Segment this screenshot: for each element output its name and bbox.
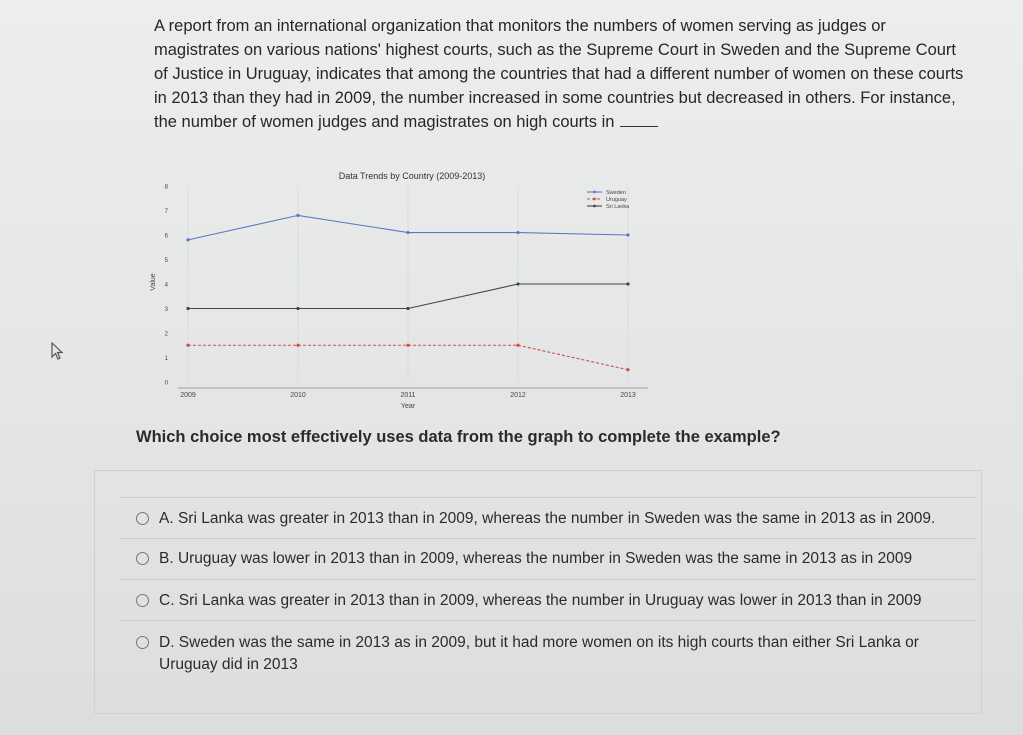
- divider: [120, 497, 976, 498]
- y-tick-label: 4: [164, 282, 168, 289]
- option-d-label: D. Sweden was the same in 2013 as in 2009, but it had more women on its high courts than either Sri Lanka or Uruguay did in 2013: [159, 634, 919, 673]
- option-a-label: A. Sri Lanka was greater in 2013 than in 2009, whereas the number in Sweden was the same in 2013 as in 2009.: [159, 510, 936, 527]
- question-text: Which choice most effectively uses data from the graph to complete the example?: [136, 428, 781, 446]
- legend-marker: [593, 191, 596, 194]
- y-tick-label: 3: [164, 307, 168, 313]
- option-b[interactable]: [136, 548, 976, 570]
- line-chart: [140, 160, 660, 410]
- option-c-label: C. Sri Lanka was greater in 2013 than in 2009, whereas the number in Uruguay was lower in 2013 than in 2009: [159, 592, 922, 609]
- legend-label: Uruguay: [606, 197, 627, 203]
- divider: [120, 579, 976, 580]
- data-point: [296, 344, 299, 347]
- y-tick-label: 6: [164, 233, 168, 240]
- data-point: [626, 282, 629, 285]
- answer-blank: [620, 112, 658, 127]
- data-point: [296, 307, 299, 310]
- y-tick-label: 0: [164, 380, 168, 387]
- chart-xlabel: Year: [400, 403, 416, 410]
- y-tick-label: 2: [164, 331, 168, 338]
- x-tick-label: 2009: [180, 392, 196, 399]
- legend-label: Sri Lanka: [606, 204, 630, 210]
- divider: [120, 620, 976, 621]
- x-tick-label: 2011: [400, 392, 416, 399]
- data-point: [626, 368, 629, 371]
- mouse-pointer-icon: [50, 342, 66, 362]
- data-point: [406, 307, 409, 310]
- data-point: [296, 214, 299, 217]
- option-d[interactable]: [136, 632, 976, 676]
- radio-d[interactable]: [136, 636, 149, 649]
- data-point: [516, 231, 519, 234]
- passage-text: [154, 14, 964, 134]
- option-c[interactable]: [136, 590, 976, 612]
- chart-ylabel: Value: [150, 273, 157, 291]
- y-tick-label: 7: [164, 209, 168, 215]
- y-tick-label: 5: [164, 258, 168, 264]
- y-tick-label: 8: [164, 184, 168, 191]
- data-point: [516, 344, 519, 347]
- legend-marker: [593, 198, 596, 201]
- radio-a[interactable]: [136, 512, 149, 525]
- legend-marker: [593, 205, 596, 208]
- y-tick-label: 1: [164, 356, 168, 362]
- option-a[interactable]: [136, 508, 976, 530]
- x-tick-label: 2010: [290, 392, 306, 399]
- radio-c[interactable]: [136, 594, 149, 607]
- data-point: [406, 231, 409, 234]
- option-b-label: B. Uruguay was lower in 2013 than in 2009, whereas the number in Sweden was the same in 2013 as in 2009: [159, 550, 913, 567]
- x-tick-label: 2013: [620, 392, 636, 399]
- legend-label: Sweden: [606, 190, 626, 196]
- axes: [165, 185, 648, 400]
- legend: [587, 190, 630, 210]
- data-point: [186, 238, 189, 241]
- passage-body: A report from an international organization that monitors the numbers of women serving as judges or magistrates on various nations' highest courts, such as the Supreme Court in Sweden and the Supreme Court of Justice in Uruguay, indicates that among the countries that had a different number of women on these courts in 2013 than they had in 2009, the number increased in some countries but decreased in others. For instance, the number of women judges and magistrates on high courts in: [154, 17, 964, 131]
- x-tick-label: 2012: [510, 392, 526, 399]
- data-point: [186, 307, 189, 310]
- data-point: [626, 233, 629, 236]
- divider: [120, 538, 976, 539]
- radio-b[interactable]: [136, 552, 149, 565]
- data-point: [516, 282, 519, 285]
- chart-svg: [140, 160, 660, 410]
- chart-title: Data Trends by Country (2009-2013): [338, 171, 486, 181]
- data-point: [186, 344, 189, 347]
- data-point: [406, 344, 409, 347]
